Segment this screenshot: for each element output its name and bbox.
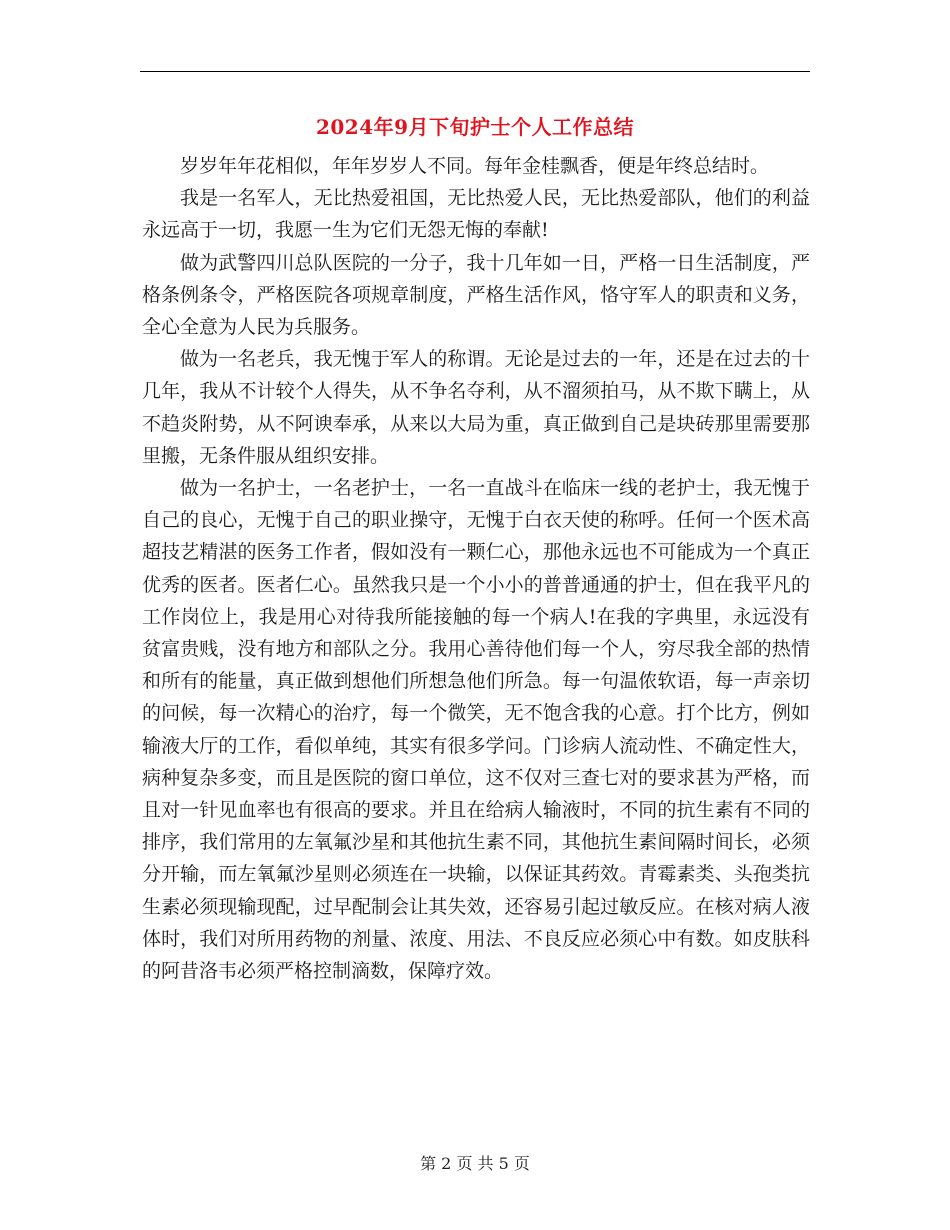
paragraph: 做为一名护士，一名老护士，一名一直战斗在临床一线的老护士，我无愧于自己的良心，无愧于自己的职业操守，无愧于白衣天使的称呼。任何一个医术高超技艺精湛的医务工作者，假如没有一颗仁心，那他永远也不可能成为一个真正优秀的医者。医者仁心。虽然我只是一个小小的普普通通的护士，但在我平凡的工作岗位上，我是用心对待我所能接触的每一个病人!在我的字典里，永远没有贫富贵贱，没有地方和部队之分。我用心善待他们每一个人，穷尽我全部的热情和所有的能量，真正做到想他们所想急他们所急。每一句温侬软语，每一声亲切的问候，每一次精心的治疗，每一个微笑，无不饱含我的心意。打个比方，例如输液大厅的工作，看似单纯，其实有很多学问。门诊病人流动性、不确定性大，病种复杂多变，而且是医院的窗口单位，这不仅对三查七对的要求甚为严格，而且对一针见血率也有很高的要求。并且在给病人输液时，不同的抗生素有不同的排序，我们常用的左氧氟沙星和其他抗生素不同，其他抗生素间隔时间长，必须分开输，而左氧氟沙星则必须连在一块输，以保证其药效。青霉素类、头孢类抗生素必须现输现配，过早配制会让其失效，还容易引起过敏反应。在核对病人液体时，我们对所用药物的剂量、浓度、用法、不良反应必须心中有数。如皮肤科的阿昔洛韦必须严格控制滴数，保障疗效。 [142,477,810,983]
document-body [142,150,810,987]
paragraph: 做为一名老兵，我无愧于军人的称谓。无论是过去的一年，还是在过去的十几年，我从不计较个人得失，从不争名夺利，从不溜须拍马，从不欺下瞒上，从不趋炎附势，从不阿谀奉承，从来以大局为重，真正做到自己是块砖那里需要那里搬，无条件服从组织安排。 [142,348,810,467]
header-rule [140,71,810,72]
page-number: 第 2 页 共 5 页 [420,1154,530,1173]
document-title: 2024年9月下旬护士个人工作总结 [315,115,635,139]
paragraph: 我是一名军人，无比热爱祖国，无比热爱人民，无比热爱部队，他们的利益永远高于一切，我愿一生为它们无怨无悔的奉献! [142,187,810,242]
paragraph: 岁岁年年花相似，年年岁岁人不同。每年金桂飘香，便是年终总结时。 [180,155,770,177]
paragraph: 做为武警四川总队医院的一分子，我十几年如一日，严格一日生活制度，严格条例条令，严格医院各项规章制度，严格生活作风，恪守军人的职责和义务，全心全意为人民为兵服务。 [142,251,810,339]
